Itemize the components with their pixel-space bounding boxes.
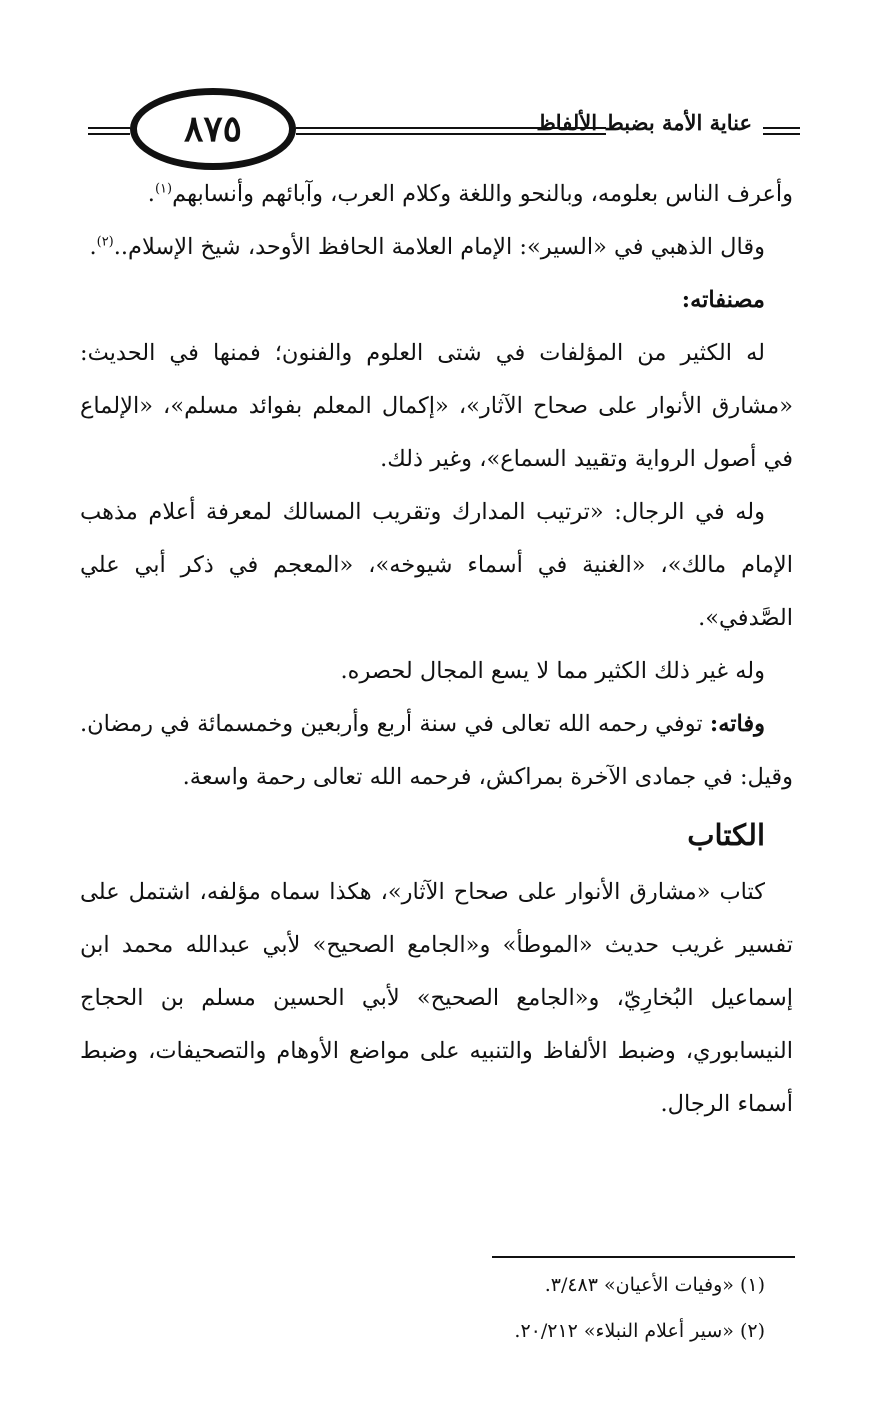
page-number: ٨٧٥ (130, 88, 296, 170)
paragraph: وفاته: توفي رحمه الله تعالى في سنة أربع وأربعين وخمسمائة في رمضان. وقيل: في جمادى الآخرة بمراكش، فرحمه الله تعالى رحمة واسعة. (80, 711, 793, 790)
paragraph: وقال الذهبي في «السير»: الإمام العلامة الحافظ الأوحد، شيخ الإسلام..$^{(٢)}$. (89, 234, 765, 260)
body-text (80, 168, 793, 1131)
running-title: عناية الأمة بضبط الألفاظ (536, 110, 752, 135)
footnote-ref[interactable]: (٢) (96, 234, 114, 250)
paragraph: وأعرف الناس بعلومه، وبالنحو واللغة وكلام العرب، وآبائهم وأنسابهم$^{(١)}$. (147, 181, 793, 207)
footnote-divider (492, 1256, 795, 1258)
header-rule-left (88, 126, 130, 137)
footnote: (١) «وفيات الأعيان» ٣/٤٨٣. (544, 1274, 765, 1296)
paragraph: وله في الرجال: «ترتيب المدارك وتقريب المسالك لمعرفة أعلام مذهب الإمام مالك»، «الغنية في أسماء شيوخه»، «المعجم في ذكر أبي علي الصَّدفي». (80, 499, 793, 631)
header-rule-right (763, 126, 800, 137)
header-rule-middle (296, 126, 606, 137)
subheading-works: مصنفاته: (681, 287, 765, 313)
footnotes (80, 1262, 793, 1354)
footnote: (٢) «سير أعلام النبلاء» ٢٠/٢١٢. (514, 1320, 765, 1342)
paragraph: كتاب «مشارق الأنوار على صحاح الآثار»، هكذا سماه مؤلفه، اشتمل على تفسير غريب حديث «الموطأ» و«الجامع الصحيح» لأبي عبدالله محمد ابن إسماعيل البُخارِيّ، و«الجامع الصحيح» لأبي الحسين مسلم بن الحجاج النيسابوري، وضبط الألفاظ والتنبيه على مواضع الأوهام والتصحيفات، وضبط أسماء الرجال. (80, 879, 793, 1117)
death-label: وفاته: (709, 711, 765, 737)
paragraph: وله غير ذلك الكثير مما لا يسع المجال لحصره. (340, 658, 765, 684)
paragraph: له الكثير من المؤلفات في شتى العلوم والفنون؛ فمنها في الحديث: «مشارق الأنوار على صحاح الآثار»، «إكمال المعلم بفوائد مسلم»، «الإلماع في أصول الرواية وتقييد السماع»، وغير ذلك. (80, 340, 793, 472)
page-header (88, 88, 800, 178)
section-title: الكتاب (687, 818, 765, 852)
footnote-ref[interactable]: (١) (154, 181, 173, 197)
